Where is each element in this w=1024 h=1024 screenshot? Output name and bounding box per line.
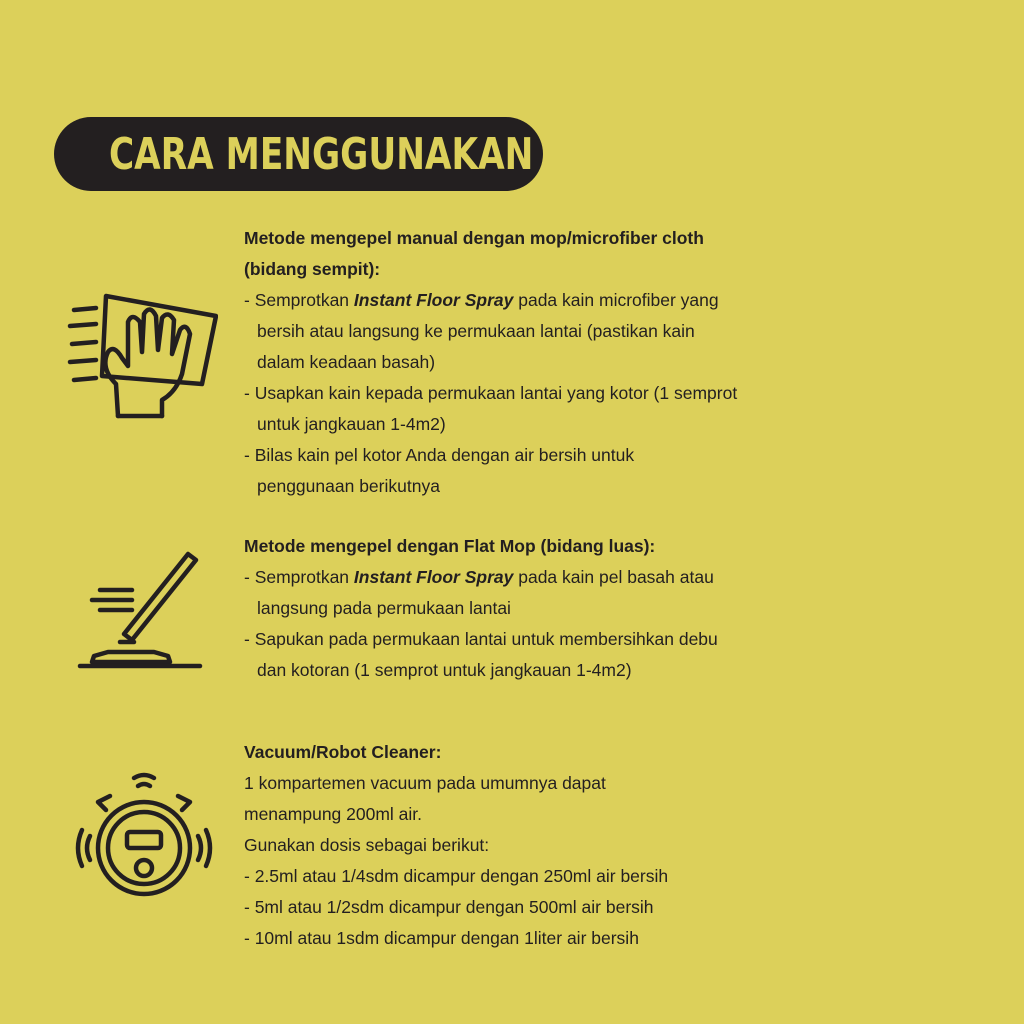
flat-mop-icon [76,548,206,674]
title-banner [54,117,543,191]
section-heading: Metode mengepel dengan Flat Mop (bidang luas): [244,536,656,556]
section-manual-mop-text [244,223,844,502]
list-item-cont: dan kotoran (1 semprot untuk jangkauan 1-4m2) [257,660,632,680]
page-title: CARA MENGGUNAKAN [109,128,534,180]
paragraph: 1 kompartemen vacuum pada umumnya dapat [244,773,606,793]
robot-vacuum-icon [70,768,218,898]
list-item: - 2.5ml atau 1/4sdm dicampur dengan 250ml air bersih [244,866,669,886]
list-item: - 10ml atau 1sdm dicampur dengan 1liter air bersih [244,928,639,948]
list-item: - Bilas kain pel kotor Anda dengan air bersih untuk [244,445,635,465]
section-heading: Metode mengepel manual dengan mop/microfiber cloth [244,228,704,248]
product-name: Instant Floor Spray [353,567,514,587]
section-robot-vacuum-text [244,737,844,954]
section-flat-mop-text [244,531,844,686]
list-item-cont: bersih atau langsung ke permukaan lantai (pastikan kain [257,321,695,341]
list-item-cont: dalam keadaan basah) [257,352,436,372]
list-item: - Semprotkan Instant Floor Spray pada kain pel basah atau [244,567,714,587]
paragraph: Gunakan dosis sebagai berikut: [244,835,490,855]
hand-wiping-cloth-icon [66,288,218,420]
section-heading: Vacuum/Robot Cleaner: [244,742,442,762]
section-heading-cont: (bidang sempit): [244,259,381,279]
paragraph-cont: menampung 200ml air. [244,804,423,824]
list-item: - Sapukan pada permukaan lantai untuk membersihkan debu [244,629,718,649]
list-item: - Usapkan kain kepada permukaan lantai yang kotor (1 semprot [244,383,738,403]
product-name: Instant Floor Spray [353,290,514,310]
list-item: - 5ml atau 1/2sdm dicampur dengan 500ml air bersih [244,897,654,917]
list-item-cont: langsung pada permukaan lantai [257,598,511,618]
list-item: - Semprotkan Instant Floor Spray pada kain microfiber yang [244,290,719,310]
list-item-cont: penggunaan berikutnya [257,476,440,496]
list-item-cont: untuk jangkauan 1-4m2) [257,414,446,434]
